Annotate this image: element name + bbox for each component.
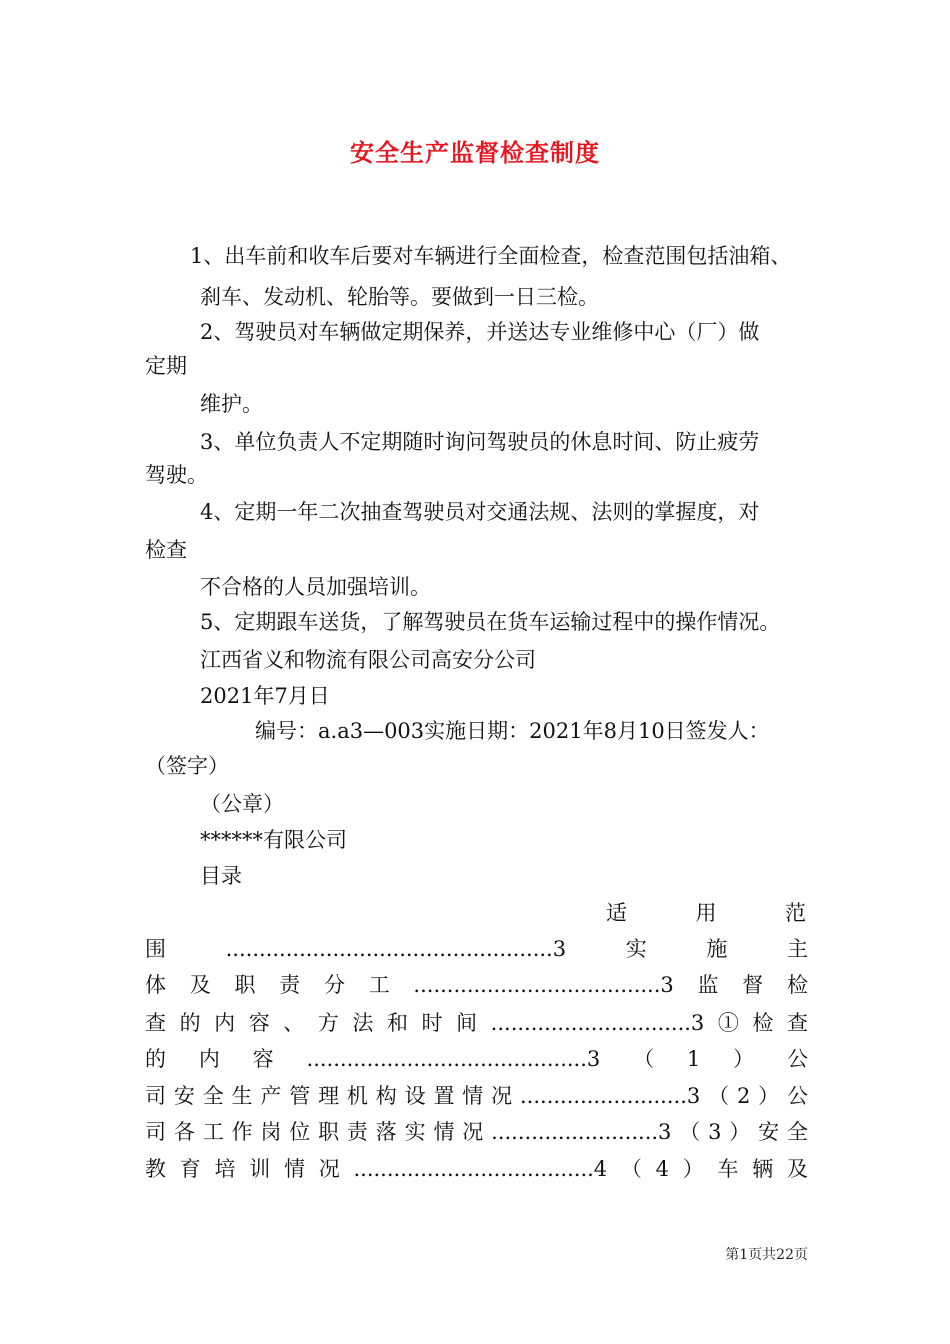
- toc-row: 体及职责分工.....................................3监督检: [145, 973, 808, 997]
- document-meta: 编号：a.a3—003实施日期：2021年8月10日签发人：: [255, 719, 770, 743]
- paragraph-1-line-2: 刹车、发动机、轮胎等。要做到一日三检。: [200, 285, 599, 309]
- paragraph-3-line-1: 3、单位负责人不定期随时询问驾驶员的休息时间、防止疲劳: [200, 430, 760, 454]
- toc-header-char-1: 适: [606, 901, 627, 925]
- company-name: 江西省义和物流有限公司高安分公司: [200, 648, 536, 672]
- company-name-2: ******有限公司: [200, 828, 347, 852]
- toc-row: 围.................................................3实施主: [145, 937, 808, 961]
- paragraph-1-line-1: 1、出车前和收车后要对车辆进行全面检查，检查范围包括油箱、: [190, 244, 792, 268]
- toc-header-row: [606, 899, 806, 927]
- paragraph-4-line-1: 4、定期一年二次抽查驾驶员对交通法规、法则的掌握度，对: [200, 500, 760, 524]
- toc-row: 教育培训情况....................................4（4）车辆及: [145, 1157, 808, 1181]
- toc-header-char-2: 用: [695, 901, 717, 925]
- paragraph-2-line-1: 2、驾驶员对车辆做定期保养，并送达专业维修中心（厂）做: [200, 320, 760, 344]
- toc-row: 的内容..........................................3（1）公: [145, 1047, 808, 1071]
- toc-row: 司安全生产管理机构设置情况.........................3（2）公: [145, 1084, 808, 1108]
- paragraph-2-line-3: 维护。: [200, 392, 263, 416]
- toc-row: 查的内容、方法和时间..............................3①检查: [145, 1011, 808, 1035]
- paragraph-4-line-2: 检查: [145, 538, 187, 562]
- paragraph-4-line-3: 不合格的人员加强培训。: [200, 575, 431, 599]
- document-title: 安全生产监督检查制度: [350, 138, 600, 167]
- paragraph-2-line-2: 定期: [145, 354, 187, 378]
- paragraph-3-line-2: 驾驶。: [145, 463, 208, 487]
- paragraph-5: 5、定期跟车送货，了解驾驶员在货车运输过程中的操作情况。: [200, 610, 781, 634]
- signature-label: （签字）: [145, 754, 229, 778]
- issue-date: 2021年7月日: [200, 684, 330, 708]
- toc-header-char-3: 范: [785, 901, 806, 925]
- seal-label: （公章）: [200, 792, 284, 816]
- toc-title: 目录: [200, 864, 242, 888]
- toc-row: 司各工作岗位职责落实情况.........................3（3）安全: [145, 1120, 808, 1144]
- page-number: 第1页共22页: [725, 1247, 808, 1263]
